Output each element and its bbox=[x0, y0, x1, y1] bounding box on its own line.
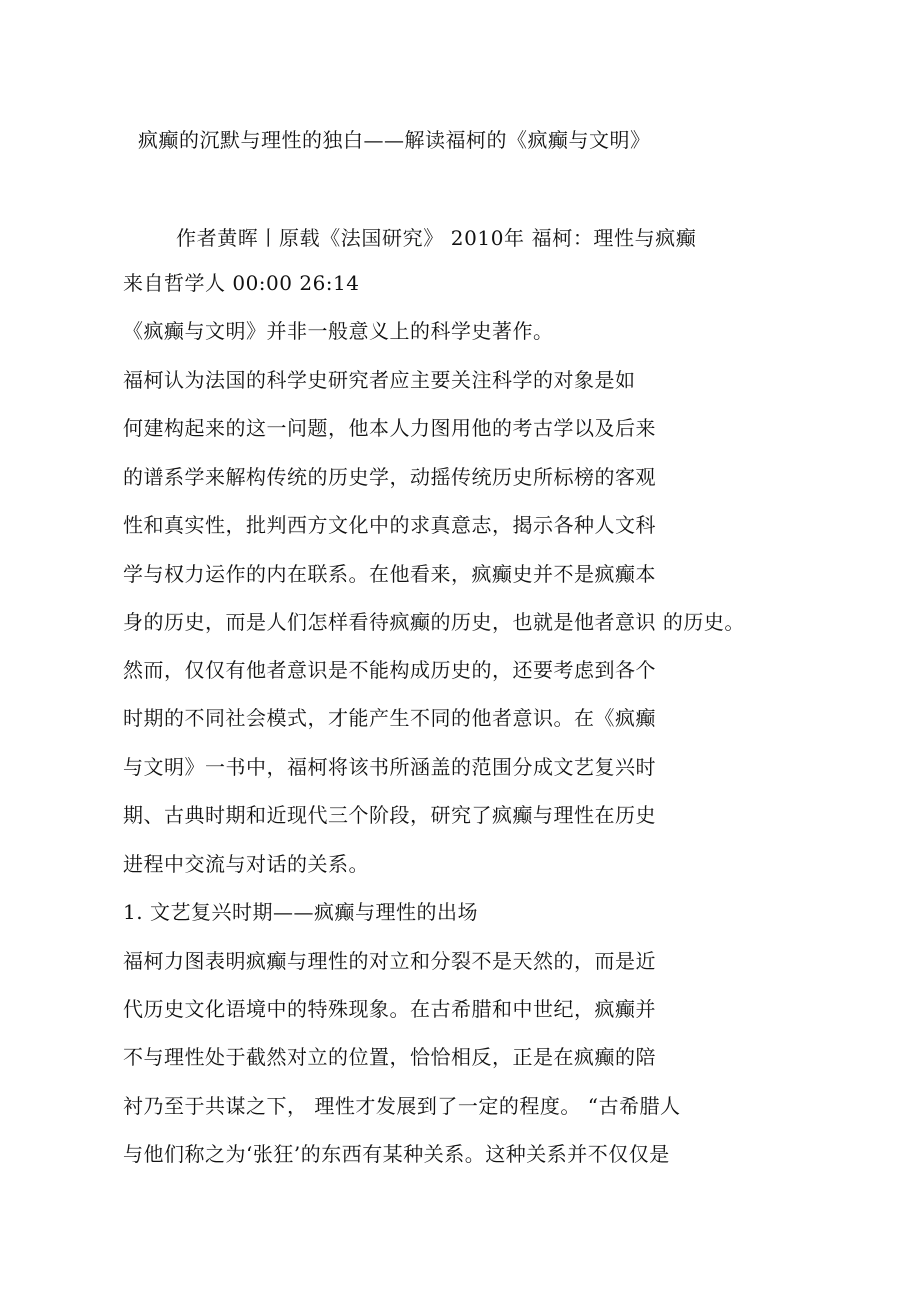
source-line: 来自哲学人 00:00 26:14 bbox=[123, 271, 360, 295]
document-title: 疯癫的沉默与理性的独白——解读福柯的《疯癫与文明》 bbox=[138, 128, 651, 152]
body-line: 与文明》一书中，福柯将该书所涵盖的范围分成文艺复兴时 bbox=[123, 755, 656, 779]
body-line: 何建构起来的这一问题，他本人力图用他的考古学以及后来 bbox=[123, 416, 656, 440]
body-line: 期、古典时期和近现代三个阶段，研究了疯癫与理性在历史 bbox=[123, 803, 656, 827]
body-line: 衬乃至于共谋之下， 理性才发展到了一定的程度。 “古希腊人 bbox=[123, 1094, 681, 1118]
body-line: 性和真实性，批判西方文化中的求真意志，揭示各种人文科 bbox=[123, 513, 656, 537]
body-line: 时期的不同社会模式，才能产生不同的他者意识。在《疯癫 bbox=[123, 706, 656, 730]
body-line: 福柯力图表明疯癫与理性的对立和分裂不是天然的，而是近 bbox=[123, 949, 656, 973]
body-line: 福柯认为法国的科学史研究者应主要关注科学的对象是如 bbox=[123, 368, 636, 392]
body-line: 《疯癫与文明》并非一般意义上的科学史著作。 bbox=[123, 319, 554, 343]
body-line: 学与权力运作的内在联系。在他看来，疯癫史并不是疯癫本 bbox=[123, 562, 656, 586]
body-line: 不与理性处于截然对立的位置，恰恰相反，正是在疯癫的陪 bbox=[123, 1045, 656, 1069]
section-heading: 1. 文艺复兴时期——疯癫与理性的出场 bbox=[123, 900, 478, 924]
body-line: 的谱系学来解构传统的历史学，动摇传统历史所标榜的客观 bbox=[123, 465, 656, 489]
body-line: 进程中交流与对话的关系。 bbox=[123, 852, 369, 876]
byline: 作者黄晖丨原载《法国研究》 2010年 福柯：理性与疯癫 bbox=[176, 226, 697, 250]
body-line: 然而，仅仅有他者意识是不能构成历史的，还要考虑到各个 bbox=[123, 658, 656, 682]
body-line: 与他们称之为‘张狂’的东西有某种关系。这种关系并不仅仅是 bbox=[123, 1142, 670, 1166]
body-line: 代历史文化语境中的特殊现象。在古希腊和中世纪，疯癫并 bbox=[123, 997, 656, 1021]
body-line: 身的历史，而是人们怎样看待疯癫的历史，也就是他者意识 的历史。 bbox=[123, 610, 745, 634]
